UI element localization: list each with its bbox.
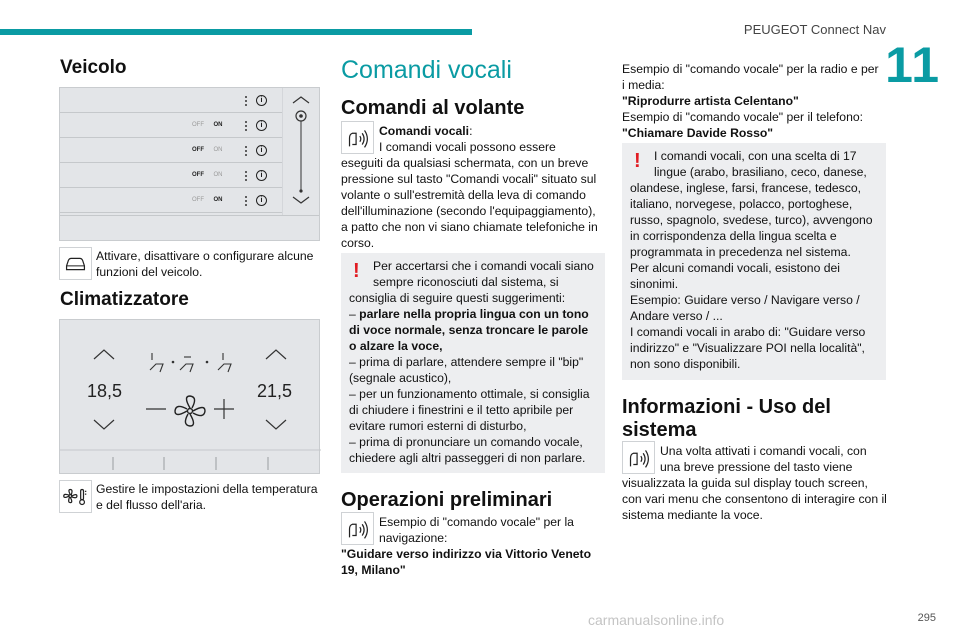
note-dash: – (349, 307, 360, 321)
example-line: i media: (622, 78, 665, 92)
note-bold: di voce normale, senza troncare le parole (349, 323, 589, 337)
note-line: lingue (arabo, brasiliano, ceco, danese, (654, 165, 867, 179)
vehicle-row (60, 163, 282, 188)
temperature-left: 18,5 (87, 381, 123, 401)
note-line: Esempio: Guidare verso / Navigare verso / (630, 293, 860, 307)
warning-exclamation-icon: ! (353, 260, 360, 282)
vehicle-screen-illustration (59, 87, 320, 241)
vehicle-description: Attivare, disattivare o configurare alcune funzioni del veicolo. (96, 249, 314, 280)
example-line: Esempio di "comando vocale" per il telefono: (622, 110, 864, 124)
vehicle-row (60, 188, 282, 213)
more-icon (245, 196, 247, 206)
climate-description: Gestire le impostazioni della temperatura e del flusso dell'aria. (96, 482, 318, 513)
steering-label-colon: : (469, 124, 473, 138)
example-line (622, 93, 799, 109)
steering-text-line: corso. (341, 236, 375, 250)
temperature-right: 21,5 (257, 381, 293, 401)
header-accent-bar (0, 29, 472, 35)
more-icon (245, 96, 247, 106)
section-title-veicolo: Veicolo (60, 57, 127, 78)
note-line (349, 306, 589, 322)
vehicle-row (60, 138, 282, 163)
more-icon (245, 171, 247, 181)
note-line: – prima di pronunciare un comando vocale, (349, 435, 583, 449)
vehicle-row (60, 88, 282, 113)
prelim-line (341, 562, 406, 578)
prelim-example-bold: "Guidare verso indirizzo via Vittorio Veneto (341, 547, 592, 561)
note-line: sinonimi. (630, 277, 679, 291)
info-line: una breve pressione del tasto viene (660, 460, 853, 474)
voice-command-icon (341, 121, 374, 154)
on-off-toggle: OFF ON (192, 197, 223, 203)
section-title-informazioni-line2: sistema (622, 419, 697, 441)
more-icon (245, 121, 247, 131)
info-line: visualizzata la guida sul display touch screen, (622, 476, 868, 490)
note-line: Per alcuni comandi vocali, esistono dei (630, 261, 841, 275)
warning-note-tips (341, 253, 605, 473)
prelim-line (341, 546, 591, 562)
note-line: in corrispondenza della lingua scelta e (630, 229, 837, 243)
fan-icon (175, 396, 205, 426)
voice-command-icon (622, 441, 655, 474)
info-icon: i (256, 95, 267, 106)
note-line: di chiudere i finestrini e il tetto apribile per (349, 403, 574, 417)
note-line (349, 322, 588, 338)
note-line: programmata in precedenza nel sistema. (630, 245, 851, 259)
on-off-toggle: OFF ON (192, 147, 223, 153)
steering-label-line (379, 123, 472, 139)
note-line: indirizzo" e "Visualizzare POI nella località", (630, 341, 865, 355)
note-line: – per un funzionamento ottimale, si consiglia (349, 387, 590, 401)
section-title-climatizzatore: Climatizzatore (60, 289, 189, 310)
section-title-operazioni-preliminari: Operazioni preliminari (341, 489, 553, 511)
example-line: Esempio di "comando vocale" per la radio e per (622, 62, 879, 76)
climate-icon (59, 480, 92, 513)
note-line: chiedere agli altri passeggeri di non parlare. (349, 451, 586, 465)
note-line: italiano, norvegese, polacco, portoghese, (630, 197, 853, 211)
prelim-line: navigazione: (379, 531, 448, 545)
note-line: Per accertarsi che i comandi vocali siano (373, 259, 594, 273)
climate-screen-illustration (59, 319, 320, 474)
vehicle-row (60, 113, 282, 138)
info-icon: i (256, 195, 267, 206)
watermark: carmanualsonline.info (588, 612, 725, 628)
info-icon: i (256, 145, 267, 156)
note-line: consiglia di seguire questi suggerimenti: (349, 291, 566, 305)
steering-label: Comandi vocali (379, 124, 470, 138)
note-line: sempre riconosciuti dal sistema, si (373, 275, 559, 289)
info-line: con vari menu che consentono di interagire con il (622, 492, 887, 506)
note-line: I comandi vocali in arabo di: "Guidare verso (630, 325, 866, 339)
steering-text-line: dell'illuminazione (secondo l'equipaggiamento), (341, 204, 596, 218)
steering-text-line: a patto che non vi siano chiamate telefoniche in (341, 220, 598, 234)
note-line: Andare verso / ... (630, 309, 723, 323)
scrollbar-illustration (282, 88, 320, 216)
note-bold: o alzare la voce, (349, 339, 443, 353)
section-title-informazioni-line1: Informazioni - Uso del (622, 396, 831, 418)
prelim-line: Esempio di "comando vocale" per la (379, 515, 574, 529)
info-icon: i (256, 120, 267, 131)
steering-text-line: volante o sull'estremità della leva di comando (341, 188, 586, 202)
on-off-toggle: OFF ON (192, 122, 223, 128)
note-line: russo, spagnolo, svedese, turco), avvengono (630, 213, 873, 227)
note-line: (segnale acustico), (349, 371, 452, 385)
note-line (349, 338, 443, 354)
steering-text-line: I comandi vocali possono essere (379, 140, 556, 154)
on-off-toggle: OFF ON (192, 172, 223, 178)
chapter-number: 11 (885, 37, 940, 93)
header-title: PEUGEOT Connect Nav (743, 22, 886, 37)
warning-exclamation-icon: ! (634, 150, 641, 172)
note-bold: parlare nella propria lingua con un tono (359, 307, 589, 321)
more-icon (245, 146, 247, 156)
steering-text-line: eseguiti da qualsiasi schermata, con un breve (341, 156, 589, 170)
page-title-comandi-vocali: Comandi vocali (341, 56, 512, 84)
example-line (622, 125, 773, 141)
panel-bottom-divider (60, 215, 319, 216)
note-line: – prima di parlare, attendere sempre il "bip" (349, 355, 584, 369)
info-line: Una volta attivati i comandi vocali, con (660, 444, 867, 458)
info-icon: i (256, 170, 267, 181)
warning-note-languages (622, 143, 886, 380)
steering-text-line: pressione sul tasto "Comandi vocali" situato sul (341, 172, 597, 186)
info-line: sistema mediante la voce. (622, 508, 763, 522)
section-title-comandi-al-volante: Comandi al volante (341, 97, 525, 119)
example-bold: "Chiamare Davide Rosso" (622, 126, 774, 140)
voice-command-icon (341, 512, 374, 545)
note-line: I comandi vocali, con una scelta di 17 (654, 149, 857, 163)
vehicle-icon (59, 247, 92, 280)
page-number: 295 (917, 612, 936, 624)
note-line: olandese, inglese, farsi, francese, tedesco, (630, 181, 862, 195)
prelim-example-bold: 19, Milano" (341, 563, 406, 577)
note-line: non sono disponibili. (630, 357, 741, 371)
note-line: evitare rumori esterni di disturbo, (349, 419, 527, 433)
example-bold: "Riprodurre artista Celentano" (622, 94, 799, 108)
